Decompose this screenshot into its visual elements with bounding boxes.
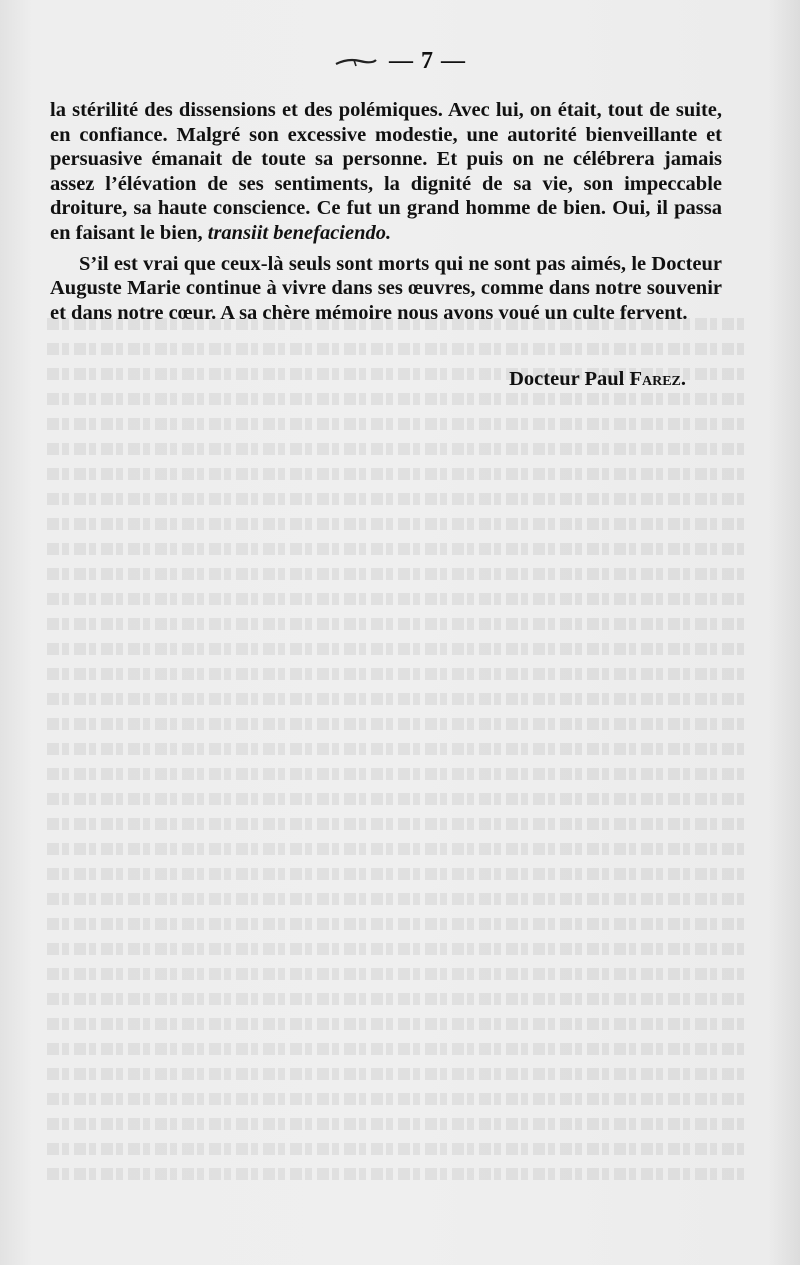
pen-mark-icon <box>334 57 378 67</box>
paragraph-text: la stérilité des dissensions et des polémiques. Avec lui, on était, tout de suite, en confiance. Malgré son excessive modestie, une autorité bienveillante et persuasive émanait de toute sa personne. Et puis on ne célébrera jamais assez l’élévation de ses sentiments, la dignité de sa vie, son impeccable droiture, sa haute conscience. Ce fut un grand homme de bien. Oui, il passa en faisant le bien, <box>50 99 722 244</box>
signature-prefix: Docteur Paul <box>509 368 630 390</box>
signature-surname: Farez. <box>629 368 686 390</box>
paragraph <box>50 252 722 326</box>
body-text <box>50 98 722 325</box>
paragraph <box>50 98 722 246</box>
page-number: — 7 — <box>389 48 466 74</box>
latin-phrase: transiit benefaciendo. <box>207 221 392 244</box>
show-through-text <box>44 312 744 1232</box>
paragraph-text: S’il est vrai que ceux-là seuls sont morts qui ne sont pas aimés, le Docteur Auguste Marie continue à vivre dans ses œuvres, comme dans notre souvenir et dans notre cœur. A sa chère mémoire nous avons voué un culte fervent. <box>50 252 722 324</box>
signature <box>509 368 686 391</box>
page-header <box>0 48 800 75</box>
